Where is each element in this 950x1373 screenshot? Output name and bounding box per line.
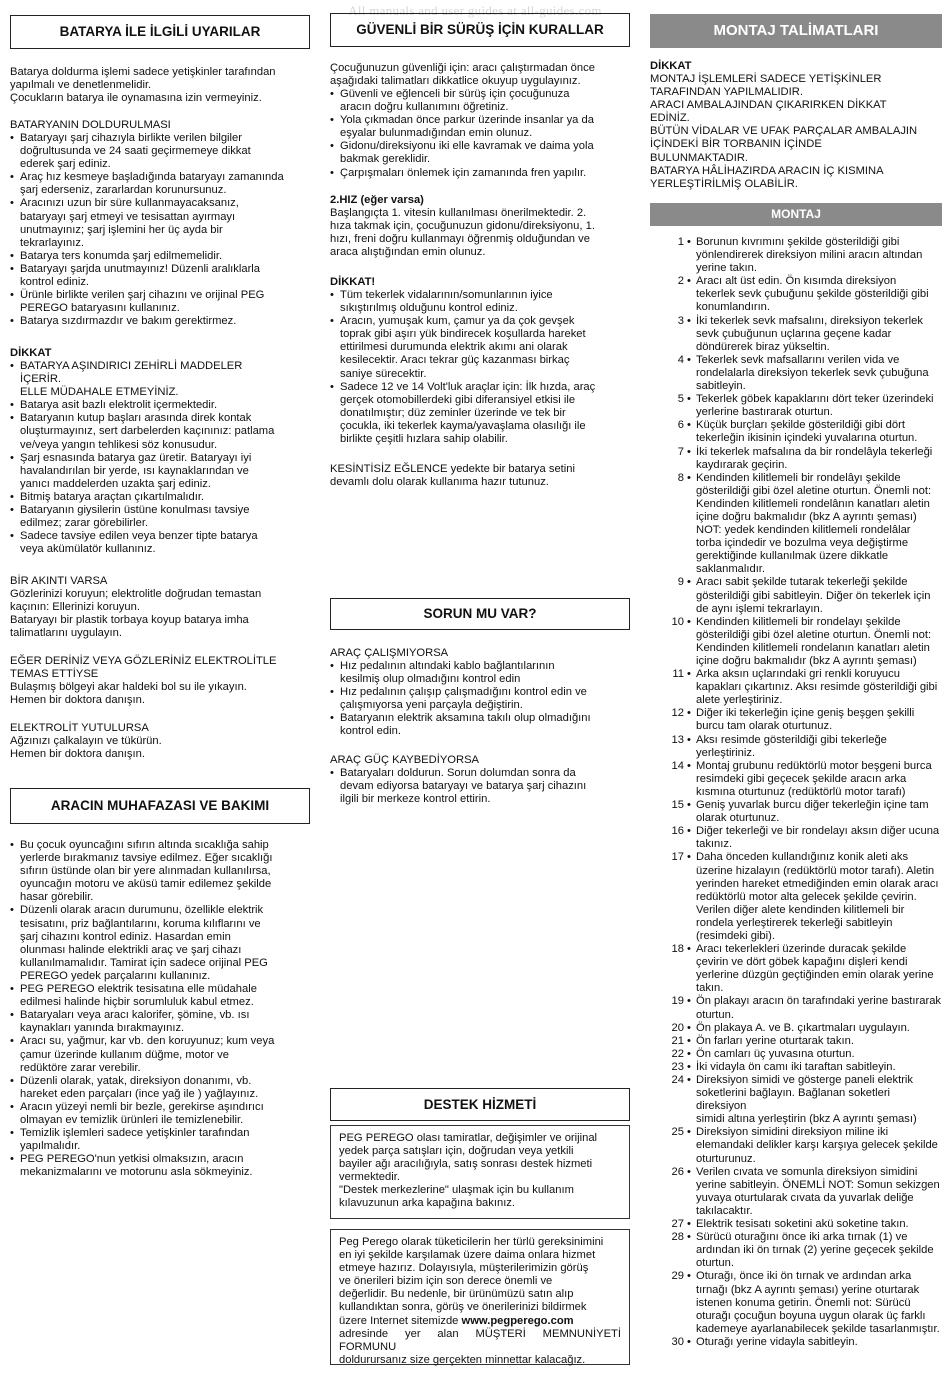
leak-text: Gözlerinizi koruyun; elektrolitle doğrudan temastan kaçının: Ellerinizi koruyun. Bataryayı bir plastik torbaya koyup batarya imha talimatlarını uygulayın. xyxy=(10,588,262,640)
step-text: Direksiyon simidini direksiyon miline iki elemandaki delikler karşı karşıya gelecek şekilde oturturunuz. xyxy=(696,1126,938,1165)
bullet-icon: • xyxy=(687,759,691,772)
feedback-text: Peg Perego olarak tüketicilerin her türlü gereksinimini en iyi şekilde karşılamak üzere daima onlara hizmet etmeye hazırız. Dolayısıyla, müşterilerimizin görüş ve önerileri bizim için son derece önemli ve değerlidir. Bu nedenle, bir ürünümüzü satın alıp kullandıktan sonra, görüş ve önerilerinizi bildirmek üzere Internet sitemizde xyxy=(339,1236,604,1327)
list-item: • PEG PEREGO elektrik tesisatına elle müdahale edilmesi halinde hiçbir sorumluluk kabul etmez. xyxy=(10,983,310,1009)
list-item: • Batarya ters konumda şarj edilmemelidir. xyxy=(10,250,310,263)
bullet-icon: • xyxy=(687,615,691,628)
step-text: Tekerlek göbek kapaklarını dört teker üzerindeki yerlerine bastırarak oturtun. xyxy=(696,393,934,419)
step-number: 19 xyxy=(671,995,684,1008)
step-text: Aracı tekerlekleri üzerinde duracak şekilde çevirin ve dört göbek kapağını dişleri kendi yerlerine düzgün geçtiğinden emin olarak yerine takın. xyxy=(696,943,934,995)
step-text: Montaj grubunu redüktörlü motor beşgeni burca resimdeki gibi geçecek şekilde aracın arka kısmına oturtunuz (redüktörlü motor tarafı) xyxy=(696,759,932,798)
step-number: 29 xyxy=(671,1270,684,1283)
step-text: Direksiyon simidi ve gösterge paneli elektrik soketlerini bağlayın. Bağlanan soketleri direksiyon simidi altına yerleştirin (bkz A ayrıntı şeması) xyxy=(696,1074,917,1126)
step-text: İki vidayla ön camı iki taraftan sabitleyin. xyxy=(696,1060,896,1073)
support-title: DESTEK HİZMETİ xyxy=(330,1088,630,1121)
assembly-step xyxy=(650,851,942,943)
bullet-icon: • xyxy=(687,1021,691,1034)
step-number: 7 xyxy=(677,445,684,458)
step-text: Sürücü oturağını önce iki arka tırnak (1) ve ardından iki ön tırnak (2) yerine geçecek şekilde oturtun. xyxy=(696,1231,934,1270)
bullet-icon: • xyxy=(687,1074,691,1086)
speed-text: Başlangıçta 1. vitesin kullanılması önerilmektedir. 2. hıza takmak için, çocuğunuzun gidonu/direksiyonu, 1. hızı, freni doğru kullanmayı öğrenmiş olduğundan ve araca alıştığından emin olunuz. xyxy=(330,207,595,259)
list-item: • BATARYA AŞINDIRICI ZEHİRLİ MADDELER İÇERİR. ELLE MÜDAHALE ETMEYİNİZ. xyxy=(10,360,310,399)
bullet-icon: • xyxy=(687,1047,691,1060)
step-number: 26 xyxy=(671,1165,684,1178)
support-box xyxy=(330,1125,630,1219)
bullet-icon: • xyxy=(687,236,691,248)
step-text: Arka aksın uçlarındaki gri renkli koruyucu kapakları çıkartınız. Aksı resimde gösterildiği gibi alete yerleştiriniz. xyxy=(696,668,938,707)
safety-intro: Çocuğunuzun güvenliği için: aracı çalıştırmadan önce aşağıdaki talimatları dikkatlice okuyup uygulayınız. xyxy=(330,62,595,88)
warning-list xyxy=(10,360,310,556)
list-item: • Aracınızı uzun bir süre kullanmayacaksanız, bataryayı şarj etmeyi ve tesisattan ayırmayı unutmayınız; şarj işlemini her üç ayda bir tekrarlayınız. xyxy=(10,197,310,249)
step-number: 2 xyxy=(677,275,684,288)
assembly-instructions-title: MONTAJ TALİMATLARI xyxy=(650,14,942,48)
list-item: • Çarpışmaları önlemek için zamanında fren yapılır. xyxy=(330,167,630,180)
bullet-icon: • xyxy=(687,1034,691,1047)
assembly-step xyxy=(650,825,942,851)
assembly-step xyxy=(650,315,942,354)
step-number: 25 xyxy=(671,1126,684,1139)
swallow-text: Ağzınızı çalkalayın ve tükürün. Hemen bir doktora danışın. xyxy=(10,735,162,761)
watermark: All manuals and user guides at all-guides.com xyxy=(348,3,602,18)
continuous-fun-text: KESİNTİSİZ EĞLENCE yedekte bir batarya setini devamlı dolu olarak kullanıma hazır tutunuz. xyxy=(330,463,575,489)
list-item: • Güvenli ve eğlenceli bir sürüş için çocuğunuza aracın doğru kullanımını öğretiniz. xyxy=(330,88,630,114)
list-item: • Tüm tekerlek vidalarının/somunlarının iyice sıkıştırılmış olduğunu kontrol ediniz. xyxy=(330,289,630,315)
not-working-list xyxy=(330,660,630,739)
assembly-step xyxy=(650,707,942,733)
step-number: 4 xyxy=(677,353,684,366)
bullet-icon: • xyxy=(687,799,691,812)
list-item: • Sadece tavsiye edilen veya benzer tipte batarya veya akümülatör kullanınız. xyxy=(10,530,310,556)
problem-title: SORUN MU VAR? xyxy=(330,598,630,630)
step-text: Ön farları yerine oturtarak takın. xyxy=(696,1034,854,1047)
bullet-icon: • xyxy=(687,314,691,327)
step-number: 13 xyxy=(671,733,684,746)
assembly-step xyxy=(650,472,942,577)
bullet-icon: • xyxy=(687,393,691,406)
notice-text: MONTAJ İŞLEMLERİ SADECE YETİŞKİNLER TARAFINDAN YAPILMALIDIR. ARACI AMBALAJINDAN ÇIKARIRKEN DİKKAT EDİNİZ. BÜTÜN VİDALAR VE UFAK PARÇALAR AMBALAJIN İÇİNDEKİ BİR TORBANIN İÇİNDE BULUNMAKTADIR. BATARYA HÂLİHAZIRDA ARACIN İÇ KISMINA YERLEŞTİRİLMİŞ OLABİLİR. xyxy=(650,73,918,190)
step-text: Aracı sabit şekilde tutarak tekerleği şekilde gösterildiği gibi sabitleyin. Diğer ön tekerlek için de aynı işlemi tekrarlayın. xyxy=(696,576,931,615)
bullet-icon: • xyxy=(687,445,691,458)
speed-heading: 2.HIZ (eğer varsa) xyxy=(330,194,424,206)
step-text: Küçük burçları şekilde gösterildiği gibi dört tekerleğin ikisinin içindeki yuvalarına oturtun. xyxy=(696,419,918,445)
list-item: • Bataryayı şarjda unutmayınız! Düzenli aralıklarla kontrol ediniz. xyxy=(10,263,310,289)
not-working-heading: ARAÇ ÇALIŞMIYORSA xyxy=(330,647,449,659)
step-number: 11 xyxy=(672,668,684,681)
swallow-heading: ELEKTROLİT YUTULURSA xyxy=(10,722,149,734)
bullet-icon: • xyxy=(687,1270,691,1283)
list-item: • Şarj esnasında batarya gaz üretir. Bataryayı iyi havalandırılan bir yerde, ısı kaynaklarından ve yanıcı maddelerden uzakta şarj ediniz. xyxy=(10,452,310,491)
battery-warnings-title: BATARYA İLE İLGİLİ UYARILAR xyxy=(10,15,310,49)
assembly-step xyxy=(650,1061,942,1074)
bullet-icon: • xyxy=(687,1126,691,1139)
step-number: 28 xyxy=(671,1231,684,1244)
bullet-icon: • xyxy=(687,851,691,864)
step-text: Oturağı yerine vidayla sabitleyin. xyxy=(696,1335,858,1348)
list-item: • Aracın, yumuşak kum, çamur ya da çok gevşek toprak gibi aşırı yük bindirecek koşullarda hareket ettirilmesi durumunda elektrik akımı ani olarak kesilecektir. Aracı tekrar güç kazanması birkaç saniye sürecektir. xyxy=(330,315,630,380)
list-item: • Bataryaları doldurun. Sorun dolumdan sonra da devam ediyorsa bataryayı ve batarya şarj cihazını ilgili bir merkeze kontrol ettirin. xyxy=(330,767,630,806)
bullet-icon: • xyxy=(687,576,691,589)
step-number: 9 xyxy=(677,576,684,589)
list-item: • Bataryanın kutup başları arasında direk kontak oluşturmayınız, sert darbelerden kaçınınız: patlama ve/veya yangın tehlikesi söz konusudur. xyxy=(10,412,310,451)
assembly-step xyxy=(650,668,942,707)
step-number: 23 xyxy=(671,1060,684,1073)
step-number: 17 xyxy=(671,851,684,864)
step-number: 3 xyxy=(677,314,684,327)
step-number: 6 xyxy=(677,419,684,432)
step-text: Diğer tekerleği ve bir rondelayı aksın diğer ucuna takınız. xyxy=(696,825,940,851)
assembly-step xyxy=(650,419,942,445)
assembly-step xyxy=(650,760,942,799)
leak-heading: BİR AKINTI VARSA xyxy=(10,575,108,587)
step-number: 10 xyxy=(671,615,684,628)
step-number: 16 xyxy=(671,825,684,838)
step-text: Elektrik tesisatı soketini akü soketine takın. xyxy=(696,1218,909,1231)
care-list xyxy=(10,839,310,1179)
list-item: • Hız pedalının çalışıp çalışmadığını kontrol edin ve çalışmıyorsa yeni parçayla değiştirin. xyxy=(330,686,630,712)
step-number: 30 xyxy=(671,1335,684,1348)
charging-heading: BATARYANIN DOLDURULMASI xyxy=(10,119,171,131)
step-text: Kendinden kilitlemeli bir rondelâyı şekilde gösterildiği gibi özel aletine oturtun. Önemli not: Kendinden kilitlemeli rondelânın kanatları aletin içine doğru bakmalıdır (bkz A ayrıntı şeması) NOT: yedek kendinden kilitlemeli rondelâlar torba içindedir ve bozulma veya değiştirme gerektiğinde kullanılmak üzere dikkatle saklanmalıdır. xyxy=(696,471,932,576)
step-number: 12 xyxy=(671,707,684,720)
bullet-icon: • xyxy=(687,275,691,288)
bullet-icon: • xyxy=(687,733,691,746)
bullet-icon: • xyxy=(687,1231,691,1244)
step-number: 8 xyxy=(677,471,684,484)
website-link[interactable]: www.pegperego.com xyxy=(461,1314,574,1327)
bullet-icon: • xyxy=(687,1060,691,1073)
list-item: • Aracı su, yağmur, kar vb. den koruyunuz; kum veya çamur üzerinde kullanım düğme, motor ve redüktöre zarar verebilir. xyxy=(10,1035,310,1074)
step-number: 1 xyxy=(677,236,684,248)
assembly-step xyxy=(650,1074,942,1126)
assembly-step xyxy=(650,799,942,825)
step-number: 5 xyxy=(677,393,684,406)
list-item: • Ürünle birlikte verilen şarj cihazını ve orijinal PEG PEREGO bataryasını kullanınız. xyxy=(10,289,310,315)
list-item: • Yola çıkmadan önce parkur üzerinde insanlar ya da eşyalar bulunmadığından emin olunuz. xyxy=(330,114,630,140)
list-item: • Bataryaları veya aracı kalorifer, şömine, vb. ısı kaynakları yanında bırakmayınız. xyxy=(10,1009,310,1035)
step-number: 14 xyxy=(671,759,684,772)
feedback-tail: adresinde yer alan MÜŞTERİ MEMNUNİYETİ FORMUNU doldurursanız size gerçekten minnettar kalacağız. xyxy=(339,1327,621,1366)
step-number: 21 xyxy=(671,1034,684,1047)
assembly-step xyxy=(650,576,942,615)
bullet-icon: • xyxy=(687,995,691,1008)
step-text: Tekerlek sevk mafsallarını verilen vida ve rondelalarla direksiyon tekerlek sevk çubuğuna sabitleyin. xyxy=(696,353,929,393)
list-item: • Batarya sızdırmazdır ve bakım gerektirmez. xyxy=(10,315,310,328)
step-text: Oturağı, önce iki ön tırnak ve ardından arka tırnağı (bkz A ayrıntı şeması) yerine oturtarak istenen konuma getirin. Önemli not: Sürücü oturağı çocuğun boyuna uygun olarak üç farklı kademeye ayarlanabilecek şekilde tasarlanmıştır. xyxy=(696,1270,940,1335)
list-item: • Batarya asit bazlı elektrolit içermektedir. xyxy=(10,399,310,412)
step-number: 22 xyxy=(671,1047,684,1060)
assembly-step xyxy=(650,354,942,393)
assembly-steps xyxy=(650,236,942,1349)
assembly-step xyxy=(650,1166,942,1218)
step-text: Daha önceden kullandığınız konik aleti aks üzerine hizalayın (redüktörlü motor tarafı). Aletin yerinden hareket etmediğinden emin olarak aracı redüktörlü motor alta gelecek şekilde çevirin. Verilen diğer alete kendinden kilitlemeli bir rondela yerleştirerek tekerleği sabitleyin (resimdeki gibi). xyxy=(696,851,939,942)
step-number: 15 xyxy=(671,799,684,812)
assembly-step xyxy=(650,275,942,314)
bullet-icon: • xyxy=(687,668,691,681)
assembly-step xyxy=(650,236,942,275)
list-item: • Bataryayı şarj cihazıyla birlikte verilen bilgiler doğrultusunda ve 24 saati geçirmemeye dikkat ederek şarj ediniz. xyxy=(10,132,310,171)
list-item: • Bitmiş batarya araçtan çıkartılmalıdır. xyxy=(10,491,310,504)
step-text: Ön plakaya A. ve B. çıkartmaları uygulayın. xyxy=(696,1021,910,1034)
step-text: Geniş yuvarlak burcu diğer tekerleğin içine tam olarak oturtunuz. xyxy=(696,799,929,825)
list-item: • Gidonu/direksiyonu iki elle kavramak ve daima yola bakmak gereklidir. xyxy=(330,140,630,166)
assembly-step xyxy=(650,1270,942,1335)
montaj-title: MONTAJ xyxy=(650,203,942,226)
safety-rules-title: GÜVENLİ BİR SÜRÜŞ İÇİN KURALLAR xyxy=(330,13,630,47)
charging-list xyxy=(10,132,310,328)
list-item: • Bu çocuk oyuncağını sıfırın altında sıcaklığa sahip yerlerde bırakmanız tavsiye edilmez. Eğer sıcaklığı sıfırın üstünde olan bir yere alınmadan kullanılırsa, oyuncağın motoru ve aküsü tamir edilemez şekilde hasar görebilir. xyxy=(10,839,310,904)
attention-list xyxy=(330,289,630,446)
step-text: Verilen cıvata ve somunla direksiyon simidini yerine sabitleyin. ÖNEMLİ NOT: Somun sekizgen yuvaya oturtularak cıvata da yuvarlak deliğe takılacaktır. xyxy=(696,1165,940,1217)
bullet-icon: • xyxy=(687,419,691,432)
list-item: • Aracın yüzeyi nemli bir bezle, gerekirse aşındırıcı olmayan ev temizlik ürünleri ile temizlenebilir. xyxy=(10,1101,310,1127)
list-item: • Bataryanın giysilerin üstüne konulması tavsiye edilmez; zarar görebilirler. xyxy=(10,504,310,530)
step-text: Aracı alt üst edin. Ön kısımda direksiyon tekerlek sevk çubuğunu şekilde gösterildiği gibi konumlandırın. xyxy=(696,275,929,314)
notice-heading: DİKKAT xyxy=(650,60,692,72)
bullet-icon: • xyxy=(687,943,691,956)
power-loss-heading: ARAÇ GÜÇ KAYBEDİYORSA xyxy=(330,754,479,766)
power-loss-list xyxy=(330,767,630,806)
bullet-icon: • xyxy=(687,471,691,484)
bullet-icon: • xyxy=(687,825,691,838)
step-number: 24 xyxy=(671,1074,684,1086)
list-item: • PEG PEREGO'nun yetkisi olmaksızın, aracın mekanizmalarını ve motorunu asla sökmeyiniz. xyxy=(10,1153,310,1179)
assembly-step xyxy=(650,1048,942,1061)
bullet-icon: • xyxy=(687,707,691,720)
support-text: PEG PEREGO olası tamiratlar, değişimler ve orijinal yedek parça satışları için, doğrudan veya yetkili bayiler ağı aracılığıyla, satış sonrası destek hizmeti vermektedir. "Destek merkezlerine" ulaşmak için bu kullanım kılavuzunun arka kapağına bakınız. xyxy=(339,1132,598,1210)
assembly-step xyxy=(650,995,942,1021)
step-number: 20 xyxy=(671,1021,684,1034)
assembly-step xyxy=(650,943,942,995)
assembly-step xyxy=(650,446,942,472)
assembly-step xyxy=(650,393,942,419)
assembly-step xyxy=(650,1218,942,1231)
safety-list xyxy=(330,88,630,180)
battery-intro: Batarya doldurma işlemi sadece yetişkinler tarafından yapılmalı ve denetlenmelidir. Çocukların batarya ile oynamasına izin vermeyiniz. xyxy=(10,66,276,105)
step-number: 18 xyxy=(671,943,684,956)
step-text: İki tekerlek mafsalına da bir rondelâyla tekerleği kaydırarak geçirin. xyxy=(696,445,933,471)
care-title: ARACIN MUHAFAZASI VE BAKIMI xyxy=(10,788,310,824)
step-number: 27 xyxy=(671,1218,684,1231)
step-text: Kendinden kilitlemeli bir rondelayı şekilde gösterildiği gibi özel aletine oturtun. Önemli not: Kendinden kilitlemeli rondelanın kanatları aletin içine doğru bakmalıdır (bkz A ayrıntı şeması) xyxy=(696,615,932,667)
step-text: Diğer iki tekerleğin içine geniş beşgen şekilli burcu tam olarak oturtunuz. xyxy=(696,707,915,733)
skin-text: Bulaşmış bölgeyi akar haldeki bol su ile yıkayın. Hemen bir doktora danışın. xyxy=(10,681,247,707)
warning-heading: DİKKAT xyxy=(10,347,52,359)
assembly-step xyxy=(650,1126,942,1165)
bullet-icon: • xyxy=(687,1218,691,1231)
list-item: • Düzenli olarak aracın durumunu, özellikle elektrik tesisatını, priz bağlantılarını, koruma kılıflarını ve şarj cihazını kontrol ediniz. Hasardan emin olunması halinde elektrikli araç ve şarj cihazı kullanılmamalıdır. Tamirat için sadece orijinal PEG PEREGO yedek parçalarını kullanınız. xyxy=(10,904,310,983)
list-item: • Araç hız kesmeye başladığında bataryayı zamanında şarj ederseniz, zararlardan korunursunuz. xyxy=(10,171,310,197)
step-text: Borunun kıvrımını şekilde gösterildiği gibi yönlendirerek direksiyon milini aracın altından yerine takın. xyxy=(696,236,923,275)
list-item: • Temizlik işlemleri sadece yetişkinler tarafından yapılmalıdır. xyxy=(10,1127,310,1153)
assembly-step xyxy=(650,1022,942,1035)
assembly-step xyxy=(650,1231,942,1270)
list-item: • Sadece 12 ve 14 Volt'luk araçlar için: İlk hızda, araç gerçek otomobillerdeki gibi diferansiyel etkisi ile donatılmıştır; düz zeminler üzerinde ve tek bir çocukla, iki tekerlek kayma/yavaşlama olasılığı ile birlikte çeşitli hızlara sahip olabilir. xyxy=(330,381,630,446)
step-text: Ön plakayı aracın ön tarafındaki yerine bastırarak oturtun. xyxy=(696,995,942,1021)
bullet-icon: • xyxy=(687,1165,691,1178)
feedback-box xyxy=(330,1229,630,1365)
step-text: İki tekerlek sevk mafsalını, direksiyon tekerlek sevk çubuğunun uçlarına geçene kadar döndürerek biraz yükseltin. xyxy=(696,314,923,353)
list-item: • Düzenli olarak, yatak, direksiyon donanımı, vb. hareket eden parçaları (ince yağ ile ) yağlayınız. xyxy=(10,1075,310,1101)
skin-heading: EĞER DERİNİZ VEYA GÖZLERİNİZ ELEKTROLİTLE TEMAS ETTİYSE xyxy=(10,655,277,681)
assembly-step xyxy=(650,1035,942,1048)
bullet-icon: • xyxy=(687,1335,691,1348)
assembly-step xyxy=(650,1336,942,1349)
step-text: Aksı resimde gösterildiği gibi tekerleğe yerleştiriniz. xyxy=(696,733,887,759)
list-item: • Hız pedalının altındaki kablo bağlantılarının kesilmiş olup olmadığını kontrol edin xyxy=(330,660,630,686)
step-text: Ön camları üç yuvasına oturtun. xyxy=(696,1047,855,1060)
list-item: • Bataryanın elektrik aksamına takılı olup olmadığını kontrol edin. xyxy=(330,712,630,738)
assembly-step xyxy=(650,734,942,760)
attention-heading: DİKKAT! xyxy=(330,276,376,288)
bullet-icon: • xyxy=(687,353,691,366)
assembly-step xyxy=(650,616,942,668)
